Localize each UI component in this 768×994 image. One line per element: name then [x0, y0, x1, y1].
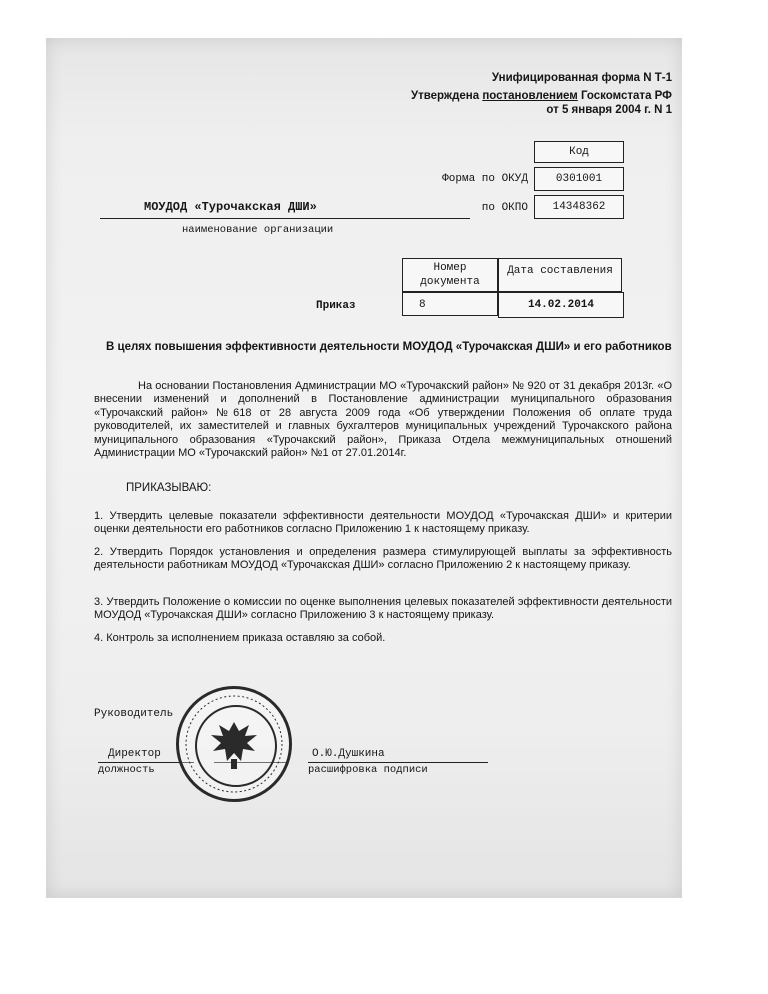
order-item-2: 2. Утвердить Порядок установления и определения размера стимулирующей выплаты за эффективность деятельности работникам МОУДОД «Турочакская ДШИ» согласно Приложению 2 к настоящему приказу. [94, 546, 672, 572]
seal-emblem-icon [179, 689, 289, 799]
doc-date-header: Дата составления [498, 258, 622, 292]
approval-link[interactable]: постановлением [482, 90, 578, 102]
organization-line [100, 218, 470, 219]
order-title: В целях повышения эффективности деятельности МОУДОД «Турочакская ДШИ» и его работников [106, 341, 672, 353]
form-approval-date: от 5 января 2004 г. N 1 [546, 104, 672, 116]
okud-value: 0301001 [534, 167, 624, 191]
position-caption: должность [98, 764, 155, 776]
form-approval: Утверждена постановлением Госкомстата РФ [410, 90, 672, 102]
name-line [308, 762, 488, 763]
order-basis: На основании Постановления Администрации МО «Турочакский район» № 920 от 31 декабря 2013г. «О внесении изменений и дополнений в Постановление администрации муниципального образования «Турочакский район» №618 от 28 августа 2009 года «Об утверждении Положения об оплате труда руководителей, их заместителей и главных бухгалтеров муниципальных учреждений Турочакского района муниципального образования «Турочакский район», Приказа Отдела межмуниципальных отношений Администрации МО «Турочакский район» №1 от 27.01.2014г. [94, 380, 672, 460]
official-seal [176, 686, 292, 802]
organization-caption: наименование организации [182, 224, 334, 236]
order-item-4: 4. Контроль за исполнением приказа оставляю за собой. [94, 632, 386, 644]
doc-number-header: Номер документа [402, 258, 498, 292]
okpo-label: по ОКПО [481, 202, 528, 214]
doc-number-value: 8 [402, 292, 498, 316]
okpo-value: 14348362 [534, 195, 624, 219]
doc-type-label: Приказ [316, 300, 356, 312]
signature-head-label: Руководитель [94, 708, 174, 720]
name-caption: расшифровка подписи [308, 764, 428, 776]
order-word: ПРИКАЗЫВАЮ: [126, 482, 212, 494]
signature-name: О.Ю.Душкина [312, 748, 385, 760]
code-column-header: Код [534, 141, 624, 163]
okud-label: Форма по ОКУД [442, 173, 528, 185]
order-item-1: 1. Утвердить целевые показатели эффективности деятельности МОУДОД «Турочакская ДШИ» и критерии оценки деятельности его работников согласно Приложению 1 к настоящему приказу. [94, 510, 672, 536]
document-page [46, 38, 682, 898]
signature-position: Директор [108, 748, 161, 760]
order-item-3: 3. Утвердить Положение о комиссии по оценке выполнения целевых показателей эффективности деятельности МОУДОД «Турочакская ДШИ» согласно Приложению 3 к настоящему приказу. [94, 596, 672, 622]
organization-name: МОУДОД «Турочакская ДШИ» [144, 200, 317, 214]
doc-date-value: 14.02.2014 [498, 292, 624, 318]
form-title: Унифицированная форма N Т-1 [491, 72, 672, 84]
